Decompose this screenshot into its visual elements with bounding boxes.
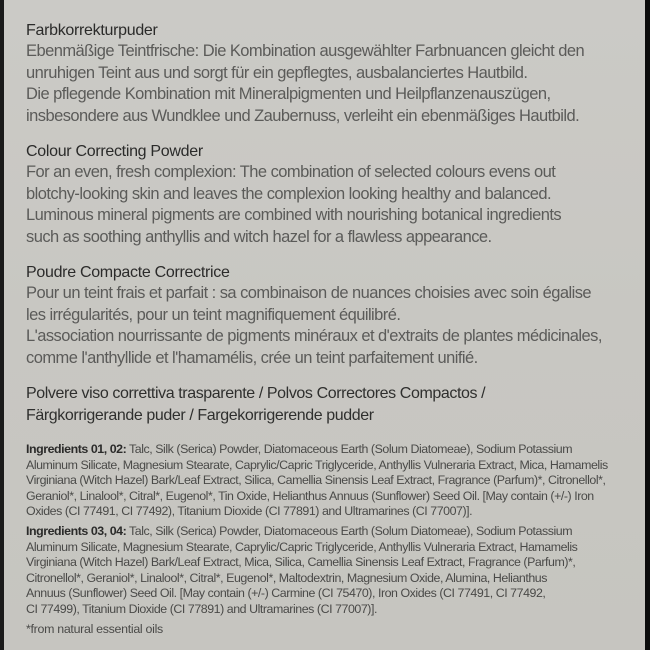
ingredients-line: Aluminum Silicate, Magnesium Stearate, Caprylic/Capric Triglyceride, Anthyllis Vulneraria Extract, Hamamelis	[26, 539, 578, 554]
ingredients-line: CI 77499), Titanium Dioxide (CI 77891) and Ultramarines (CI 77007)].	[26, 601, 377, 616]
ingredients-line	[26, 524, 646, 540]
ingredients-03-04	[26, 524, 646, 618]
body-line: insbesondere aus Wundklee und Zaubernuss, verleiht ein ebenmäßiges Hautbild.	[26, 106, 580, 125]
product-name-line: Färgkorrigerande puder / Fargekorrigerende pudder	[26, 406, 374, 424]
body-line: unruhigen Teint aus und sorgt für ein gepflegtes, ausbalanciertes Hautbild.	[26, 63, 528, 82]
body-line: Ebenmäßige Teintfrische: Die Kombination ausgewählter Farbnuancen gleicht den	[26, 42, 585, 60]
ingredients-line: Virginiana (Witch Hazel) Bark/Leaf Extract, Mica, Silica, Camellia Sinensis Leaf Extract, Fragrance (Parfum)*,	[26, 555, 576, 570]
ingredients-line: Virginiana (Witch Hazel) Bark/Leaf Extract, Silica, Camellia Sinensis Leaf Extract, Fragrance (Parfum)*, Citronellol*,	[26, 473, 606, 488]
body-line: L'association nourrissante de pigments minéraux et d'extraits de plantes médicinales,	[26, 327, 602, 345]
ingredients-line: Aluminum Silicate, Magnesium Stearate, Caprylic/Capric Triglyceride, Anthyllis Vulneraria Extract, Mica, Hamamelis	[26, 457, 608, 472]
heading-french: Poudre Compacte Correctrice	[26, 264, 230, 281]
ingredients-01-02	[26, 442, 646, 520]
ingredients-text: Talc, Silk (Serica) Powder, Diatomaceous Earth (Solum Diatomeae), Sodium Potassium	[126, 523, 573, 538]
heading-german: Farbkorrekturpuder	[26, 22, 158, 39]
body-line: such as soothing anthyllis and witch hazel for a flawless appearance.	[26, 227, 492, 246]
body-line: For an even, fresh complexion: The combination of selected colours evens out	[26, 163, 556, 181]
ingredients-label: Ingredients 01, 02:	[26, 442, 127, 456]
footnote: *from natural essential oils	[26, 621, 163, 636]
ingredients-line: Oxides (CI 77491, CI 77492), Titanium Dioxide (CI 77891) and Ultramarines (CI 77007)].	[26, 504, 473, 519]
body-line: les irrégularités, pour un teint magnifiquement équilibré.	[26, 305, 401, 324]
ingredients-text: Talc, Silk (Serica) Powder, Diatomaceous Earth (Solum Diatomeae), Sodium Potassium	[126, 442, 573, 456]
body-line: Die pflegende Kombination mit Mineralpigmenten und Heilpflanzenauszügen,	[26, 85, 551, 103]
body-line: Luminous mineral pigments are combined with nourishing botanical ingredients	[26, 206, 562, 224]
section-german	[26, 20, 646, 127]
right-dark-edge	[645, 0, 650, 650]
ingredients-list	[26, 442, 646, 637]
other-language-names	[26, 383, 646, 426]
product-name-line: Polvere viso correttiva trasparente / Polvos Correctores Compactos /	[26, 385, 486, 402]
section-french	[26, 262, 646, 369]
body-line: blotchy-looking skin and leaves the complexion looking healthy and balanced.	[26, 184, 552, 203]
section-english	[26, 141, 646, 248]
ingredients-line	[26, 442, 646, 458]
body-line: Pour un teint frais et parfait : sa combinaison de nuances choisies avec soin égalise	[26, 284, 592, 302]
packaging-panel	[4, 0, 645, 650]
label-text	[26, 20, 646, 637]
ingredients-line: Citronellol*, Geraniol*, Linalool*, Citral*, Eugenol*, Maltodextrin, Magnesium Oxide, Alumina, Helianthus	[26, 570, 547, 585]
body-line: comme l'anthyllide et l'hamamélis, crée un teint parfaitement unifié.	[26, 348, 478, 367]
heading-english: Colour Correcting Powder	[26, 143, 203, 160]
ingredients-line: Geraniol*, Linalool*, Citral*, Eugenol*, Tin Oxide, Helianthus Annuus (Sunflower) Seed Oil. [May contain (+/-) Iron	[26, 488, 594, 503]
ingredients-line: Annuus (Sunflower) Seed Oil. [May contain (+/-) Carmine (CI 75470), Iron Oxides (CI 77491, CI 77492,	[26, 586, 546, 601]
ingredients-label: Ingredients 03, 04:	[26, 523, 127, 538]
